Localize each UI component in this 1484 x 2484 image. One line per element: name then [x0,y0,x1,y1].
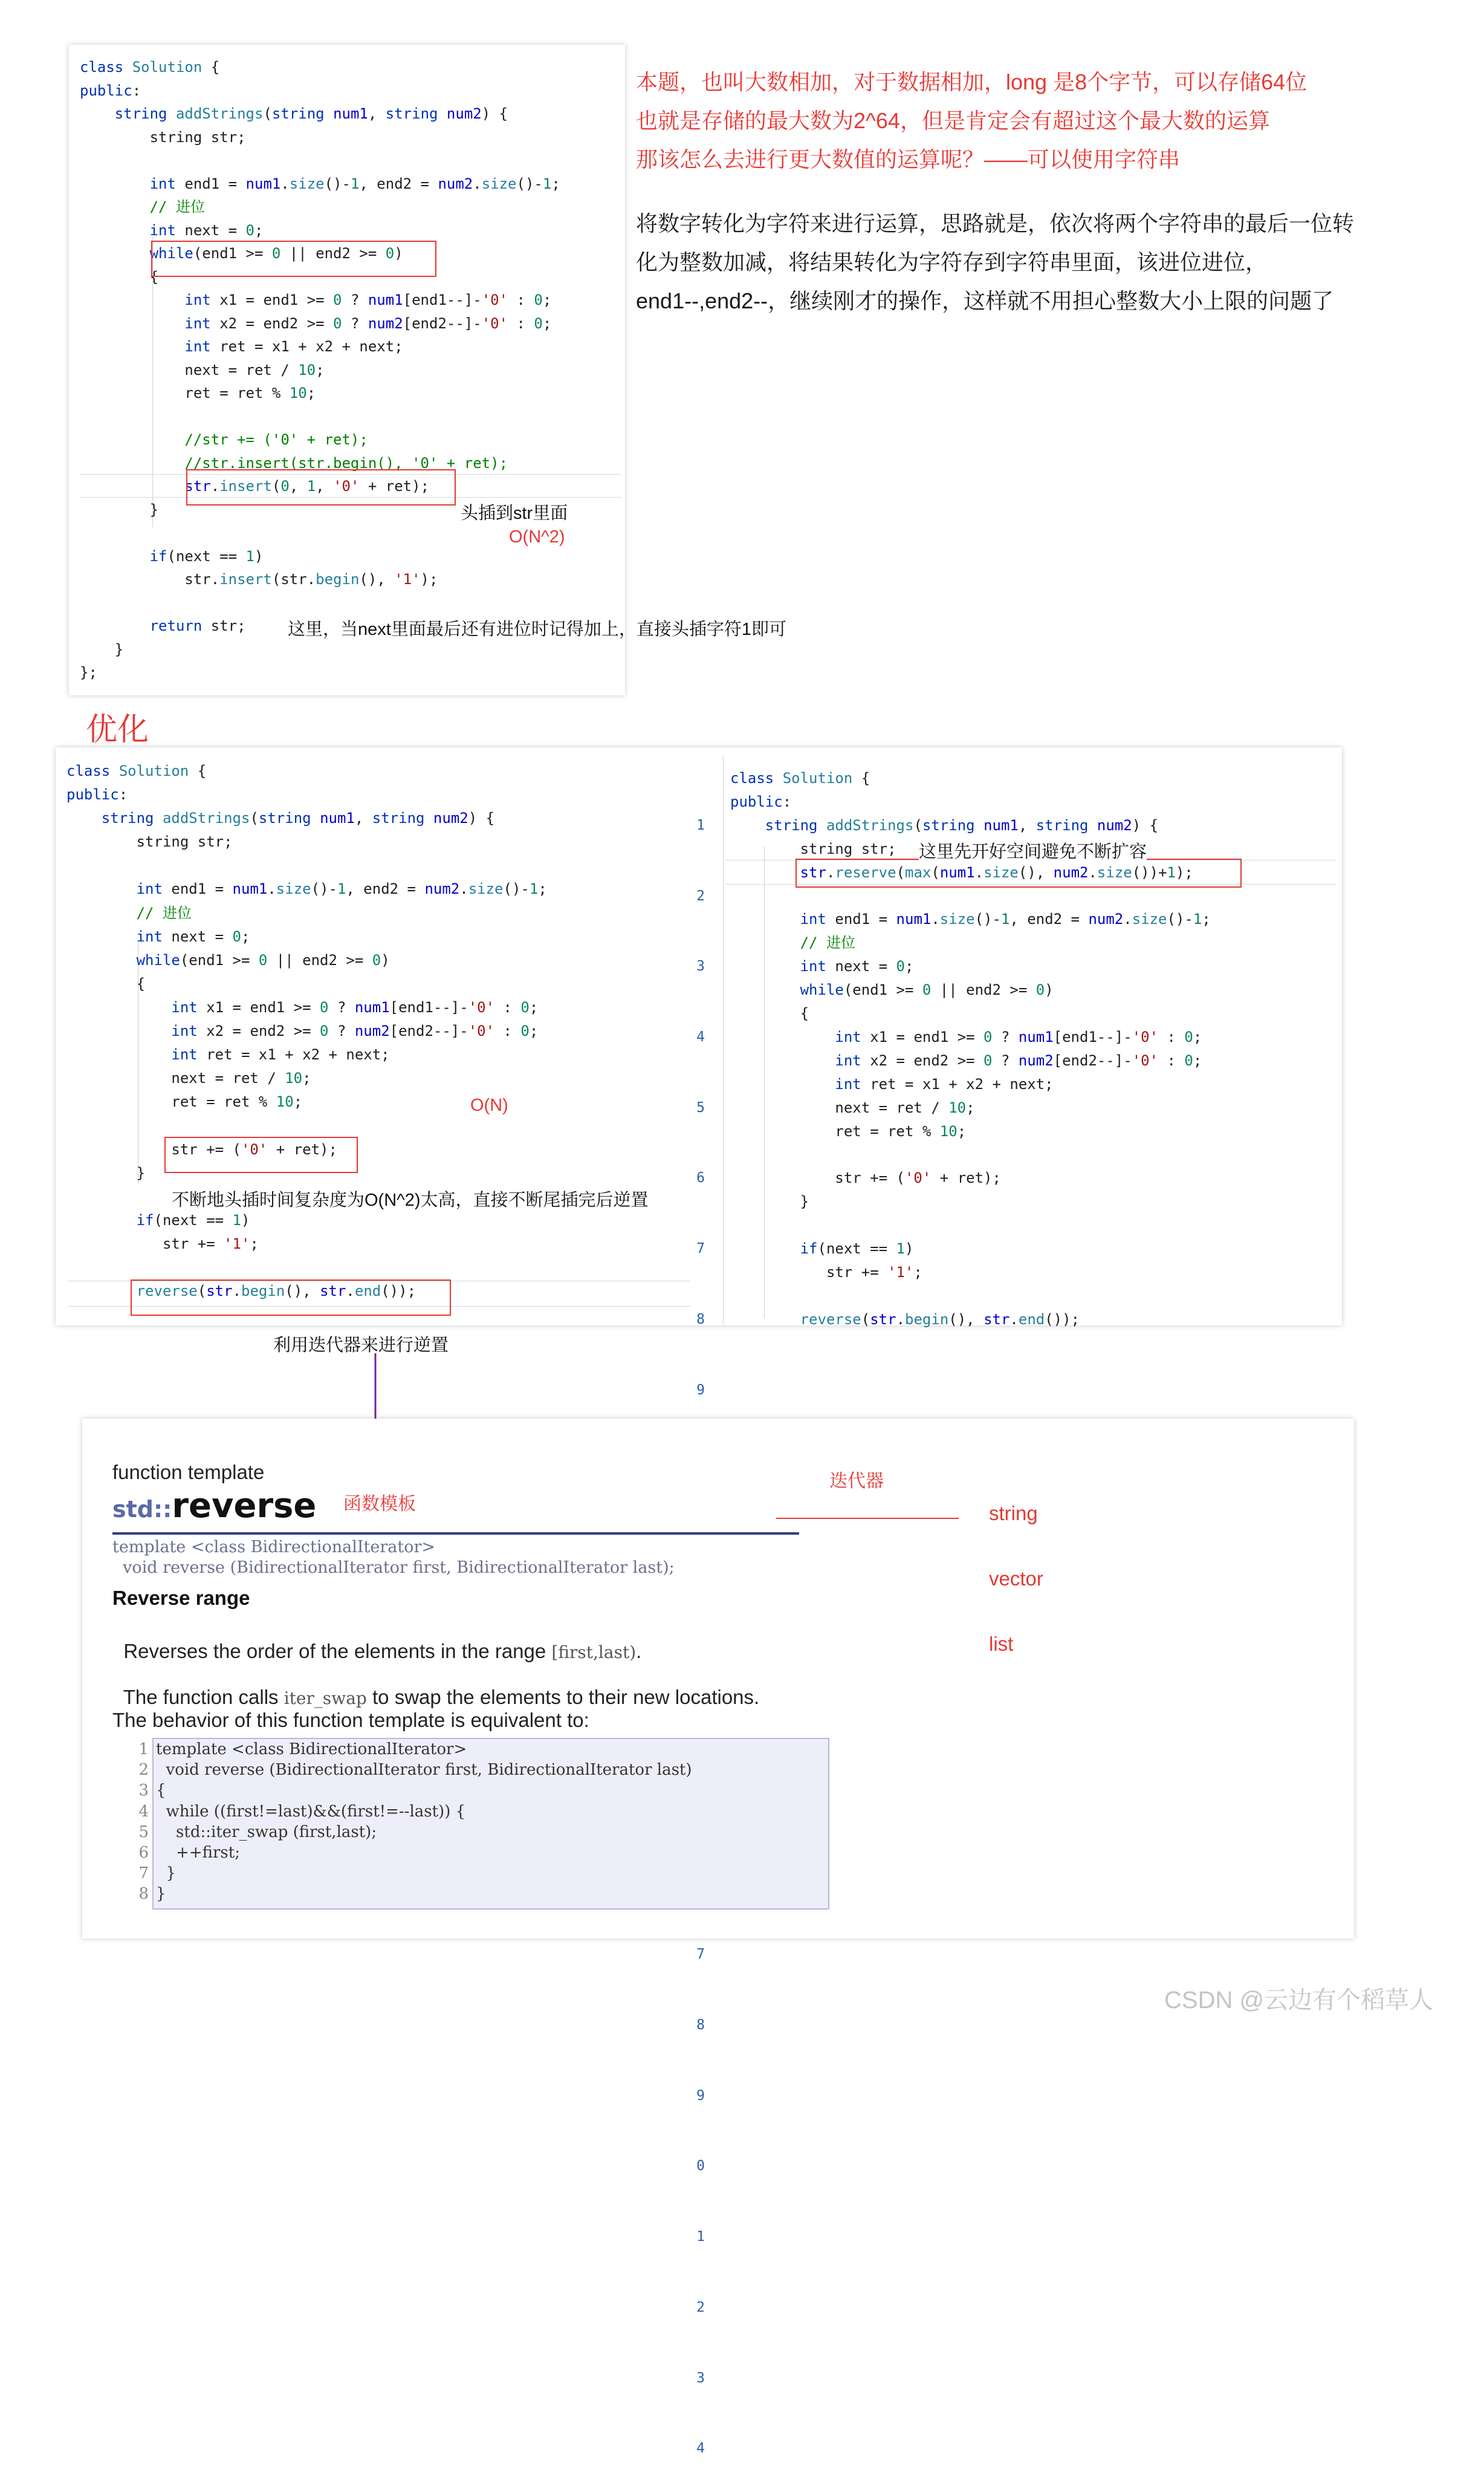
line-numbers [689,767,705,2457]
reference-name: reverse [172,1486,317,1526]
note-complexity-n2: O(N^2) [509,527,565,547]
signature-line-2: void reverse (BidirectionalIterator first, BidirectionalIterator last); [112,1558,675,1577]
optimize-title: 优化 [86,712,149,747]
gutter-divider [723,756,724,1324]
reference-desc-1 [112,1617,641,1663]
container-string: string [989,1502,1038,1524]
intro-black-line-1: 将数字转化为字符来进行运算，思路就是，依次将两个字符串的最后一位转 [636,211,1355,236]
reference-section-title: Reverse range [112,1587,250,1609]
highlight-append [164,1137,358,1173]
line-number: 1 [696,2229,705,2245]
code-optimized: class Solution { public: string addStrings(string num1, string num2) { string str; int end1 = num1.size()-1, end2 = num2.size()-1; // 进位 int next = 0; while(end1 >= 0 || end2 >= 0) { int x1 = end1 >= 0 ? num1[end1--]-'0' : 0; int x2 = end2 >= 0 ? num2[end2--]-'0' : 0; int ret = x1 + x2 + next; next = ret / 10; ret = ret % 10; str += ('0' + ret); } if(next == 1) str += '1'; reverse(str.begin(), str.end()); [66,762,547,1300]
note-reserve: 这里先开好空间避免不断扩容 [919,838,1147,863]
line-number: 5 [696,1099,705,1116]
intro-black-line-3: end1--,end2--，继续刚才的操作，这样就不用担心整数大小上限的问题了 [636,288,1334,313]
line-number: 2 [696,2299,705,2315]
code-head-insert: class Solution { public: string addStrings(string num1, string num2) { string str; int end1 = num1.size()-1, end2 = num2.size()-1; // 进位 int next = 0; while(end1 >= 0 || end2 >= 0) { int x1 = end1 >= 0 ? num1[end1--]-'0' : 0; int x2 = end2 >= 0 ? num2[end2--]-'0' : 0; int ret = x1 + x2 + next; next = ret / 10; ret = ret % 10; //str += ('0' + ret); //str.insert(str.begin(), '0' + ret); str.insert(0, 1, '0' + ret); } if(next == 1) str.insert(str.begin(), '1'); return str; } }; [80,59,560,681]
example-line-number: 2 [138,1761,149,1780]
example-line-numbers [131,1739,149,1905]
line-number: 2 [696,888,705,904]
reference-signature [112,1537,675,1578]
label-function-template: 函数模板 [343,1494,416,1514]
line-number: 9 [696,2087,705,2104]
reference-desc-3: The behavior of this function template is equivalent to: [112,1709,589,1731]
line-number: 7 [696,1241,705,1257]
intro-red-line-2: 也就是存储的最大数为2^64，但是肯定会有超过这个最大数的运算 [636,108,1270,133]
note-head-insert: 头插到str里面 [461,504,568,523]
line-number: 6 [696,1170,705,1186]
line-number: 1 [696,817,705,833]
iterator-underline [776,1518,959,1519]
container-list: list [989,1633,1014,1655]
highlight-reverse [131,1279,451,1316]
line-number: 0 [696,2158,705,2174]
desc1-end: . [636,1640,642,1662]
note-reverse: 不断地头插时间复杂度为O(N^2)太高，直接不断尾插完后逆置 [172,1191,649,1210]
reference-title [112,1486,316,1526]
line-number: 8 [696,1311,705,1327]
example-line-number: 7 [138,1864,149,1883]
reference-kind: function template [112,1461,265,1483]
note-iterator: 利用迭代器来进行逆置 [273,1336,449,1355]
title-rule [112,1532,799,1535]
intro-red-line-3: 那该怎么去进行更大数值的运算呢？——可以使用字符串 [636,147,1181,172]
line-number: 8 [696,2017,705,2034]
example-line-number: 1 [138,1740,149,1758]
intro-red-text [636,63,1307,179]
example-line-number: 4 [138,1802,149,1821]
label-iterator: 迭代器 [829,1471,884,1491]
line-number: 4 [696,2440,705,2457]
reference-namespace: std:: [112,1496,172,1523]
example-line-number: 3 [138,1781,149,1800]
line-number: 9 [696,1382,705,1398]
line-number: 4 [696,1029,705,1045]
example-line-number: 6 [138,1844,149,1862]
intro-black-text [636,204,1354,320]
desc1-code: [first,last) [551,1642,637,1662]
signature-line-1: template <class BidirectionalIterator> [112,1538,436,1556]
watermark: CSDN @云边有个稻草人 [1164,1987,1434,2014]
intro-black-line-2: 化为整数加减，将结果转化为字符存到字符串里面，该进位进位， [636,250,1268,275]
line-number: 3 [696,2370,705,2386]
note-complexity-n: O(N) [470,1096,508,1115]
desc1-text: Reverses the order of the elements in the range [123,1640,552,1662]
highlight-reserve [795,859,1242,888]
reference-desc-2 [112,1663,759,1709]
desc2-text: The function calls [123,1686,284,1708]
line-number: 7 [696,1946,705,1963]
line-number: 3 [696,958,705,975]
code-reserve: class Solution { public: string addStrings(string num1, string num2) { string str; str.reserve(max(num1.size(), num2.size())+1); int end1 = num1.size()-1, end2 = num2.size()-1; // 进位 int next = 0; while(end1 >= 0 || end2 >= 0) { int x1 = end1 >= 0 ? num1[end1--]-'0' : 0; int x2 = end2 >= 0 ? num2[end2--]-'0' : 0; int ret = x1 + x2 + next; next = ret / 10; ret = ret % 10; str += ('0' + ret); } if(next == 1) str += '1'; reverse(str.begin(), str.end()); [730,770,1211,1328]
highlight-insert [186,469,456,506]
container-vector: vector [989,1567,1043,1590]
example-line-number: 8 [138,1885,149,1904]
desc2-end: to swap the elements to their new locations. [366,1686,760,1708]
desc2-code[interactable]: iter_swap [284,1688,367,1708]
example-line-number: 5 [138,1822,149,1841]
note-carry: 这里，当next里面最后还有进位时记得加上，直接头插字符1即可 [288,620,786,639]
intro-red-line-1: 本题，也叫大数相加，对于数据相加，long 是8个字节，可以存储64位 [636,70,1307,94]
example-code: template <class BidirectionalIterator> void reverse (BidirectionalIterator first, BidirectionalIterator last) { while ((first!=last)&&(first!=--last)) { std::iter_swap (first,last); ++first; } } [156,1740,692,1904]
highlight-while [151,241,436,277]
